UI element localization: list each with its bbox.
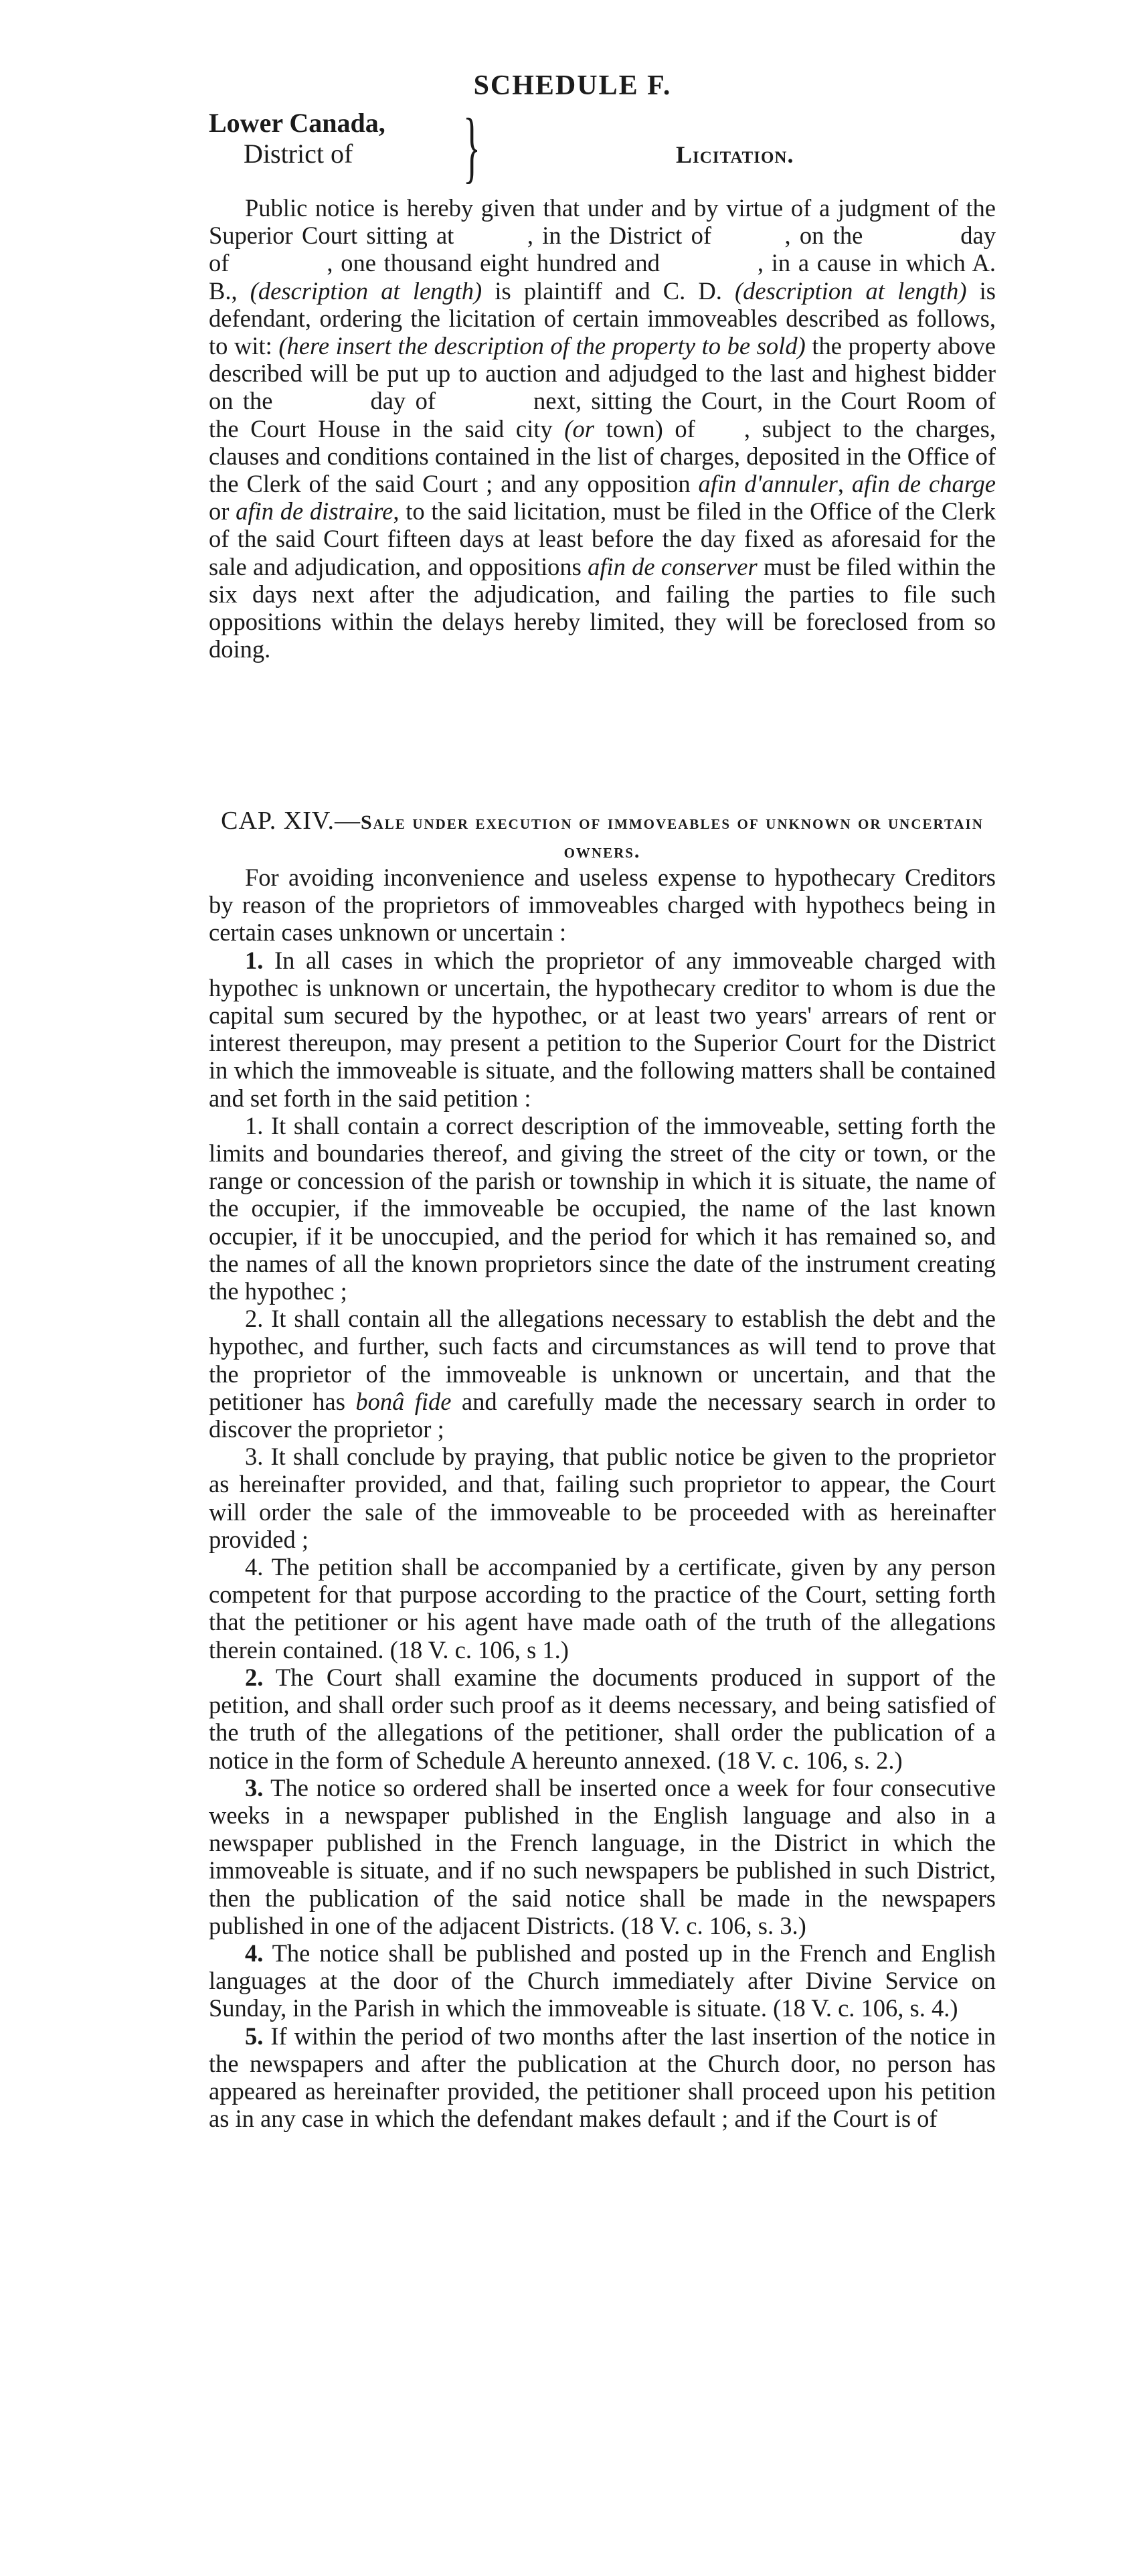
item-1: 1. It shall contain a correct description of the immoveable, setting forth the limits and boundaries thereof, and giving the street of the city or town, or the range or concession of the parish or township in which it is situate, the name of the occupier, if the immoveable be occupied, the name of the last known occupier, if it be unoccupied, and the period for which it has remained so, and the names of all the known proprietors since the date of the instrument creating the hypothec ;	[209, 1111, 996, 1305]
notice-paragraph	[209, 194, 996, 663]
section-number: 5.	[245, 2022, 264, 2050]
section-1	[209, 947, 996, 1112]
item-3: 3. It shall conclude by praying, that public notice be given to the proprietor as hereinafter provided, and that, failing such proprietor to appear, the Court will order the sale of the immoveable to be proceeded with as hereinafter provided ;	[209, 1443, 996, 1553]
preamble: For avoiding inconvenience and useless expense to hypothecary Creditors by reason of the proprietors of immoveables charged with hypothecs being in certain cases unknown or uncertain :	[209, 864, 996, 947]
section-text: In all cases in which the proprietor of any immoveable charged with hypothec is unknown or uncertain, the hypothecary creditor to whom is due the capital sum secured by the hypothec, or at least two years' arrears of rent or interest thereupon, may present a petition to the Superior Court for the District in which the immoveable is situate, and the following matters shall be contained and set forth in the said petition :	[209, 946, 996, 1112]
notice-italic: (description at length)	[735, 276, 967, 305]
notice-text: is plaintiff and C. D.	[482, 276, 735, 305]
section-number: 2.	[245, 1663, 264, 1691]
section-2	[209, 1664, 996, 1774]
section-text: If within the period of two months after the last insertion of the notice in the newspapers and after the publication at the Church door, no person has appeared as hereinafter provided, the petitioner shall proceed upon his petition as in any case in which the defendant makes default ; and if the Court is of	[209, 2022, 996, 2133]
section-text: The notice shall be published and posted up in the French and English languages at the door of the Church immediately after Divine Service on Sunday, in the Parish in which the immoveable is situate. (18 V. c. 106, s. 4.)	[209, 1939, 996, 2022]
item-italic: bonâ fide	[355, 1387, 452, 1415]
item-text: 2. It shall contain all the allegations necessary to establish the debt and the hypothec, and further, such facts and circumstances as will tend to prove that the proprietor of the immoveable is unknown or uncertain, and that the petitioner has	[209, 1305, 996, 1415]
notice-text: must be filed within the six days next after the adjudication, and failing the parties to file such oppositions within the delays hereby limited, they will be foreclosed from so doing.	[209, 552, 996, 663]
licitation-heading: Licitation.	[676, 141, 794, 168]
notice-text: or	[209, 497, 236, 526]
statute-body	[209, 864, 996, 2132]
section-text: The Court shall examine the documents produced in support of the petition, and shall order such proof as it deems necessary, and being satisfied of the truth of the allegations of the petitioner, shall order the publication of a notice in the form of Schedule A hereunto annexed. (18 V. c. 106, s. 2.)	[209, 1663, 996, 1774]
notice-italic: afin d'annuler	[698, 470, 838, 498]
item-4: 4. The petition shall be accompanied by a certificate, given by any person competent for that purpose according to the practice of the Court, setting forth that the petitioner or his agent have made oath of the truth of the allegations therein contained. (18 V. c. 106, s 1.)	[209, 1553, 996, 1664]
schedule-header	[209, 102, 996, 191]
chapter-heading	[209, 807, 996, 865]
notice-text: the property above described will be put up to auction and adjudged to the last and highest bidder on the day of next, sitting the Court, in the Court Room of the Court House in the said city	[209, 332, 996, 442]
notice-text: ,	[837, 470, 852, 498]
schedule-title: SCHEDULE F.	[473, 70, 672, 101]
section-5	[209, 2022, 996, 2133]
notice-text: is defendant, ordering the licitation of certain immoveables described as follows, to wit:	[209, 276, 996, 360]
item-2	[209, 1305, 996, 1443]
chapter-label: CAP. XIV.—	[221, 807, 361, 835]
chapter-title: Sale under execution of immoveables of unknown or uncertain owners.	[360, 811, 984, 862]
notice-italic: afin de charge	[851, 470, 996, 498]
item-text: and carefully made the necessary search in order to discover the proprietor ;	[209, 1387, 996, 1443]
brace-glyph: }	[463, 102, 480, 191]
section-text: The notice so ordered shall be inserted once a week for four consecutive weeks in a newspaper published in the English language and also in a newspaper published in the French language, in the District in which the immoveable is situate, and if no such newspapers be published in such District, then the publication of the said notice shall be made in the newspapers published in one of the adjacent Districts. (18 V. c. 106, s. 3.)	[209, 1773, 996, 1939]
notice-italic: (here insert the description of the property to be sold)	[278, 332, 806, 360]
district-label: District of	[244, 139, 353, 169]
province-label: Lower Canada,	[209, 108, 385, 138]
section-number: 4.	[245, 1939, 264, 1967]
section-3	[209, 1774, 996, 1939]
notice-italic: afin de conserver	[588, 552, 758, 580]
notice-italic: afin de distraire	[236, 497, 393, 526]
section-4	[209, 1939, 996, 2022]
notice-text: town) of , subject to the charges, clauses and conditions contained in the list of charges, deposited in the Office of the Clerk of the said Court ; and any opposition	[209, 414, 996, 498]
section-number: 3.	[245, 1773, 264, 1801]
notice-text: Public notice is hereby given that under and by virtue of a judgment of the Superior Court sitting at , in the District of , on the day of , one thousand eight hundred and , in a cause in which A. B.,	[209, 194, 996, 305]
notice-italic: (or	[564, 414, 594, 442]
notice-italic: (description at length)	[250, 276, 482, 305]
section-number: 1.	[245, 946, 264, 974]
notice-text: , to the said licitation, must be filed in the Office of the Clerk of the said Court fifteen days at least before the day fixed as aforesaid for the sale and adjudication, and oppositions	[209, 497, 996, 580]
public-notice	[209, 194, 996, 663]
